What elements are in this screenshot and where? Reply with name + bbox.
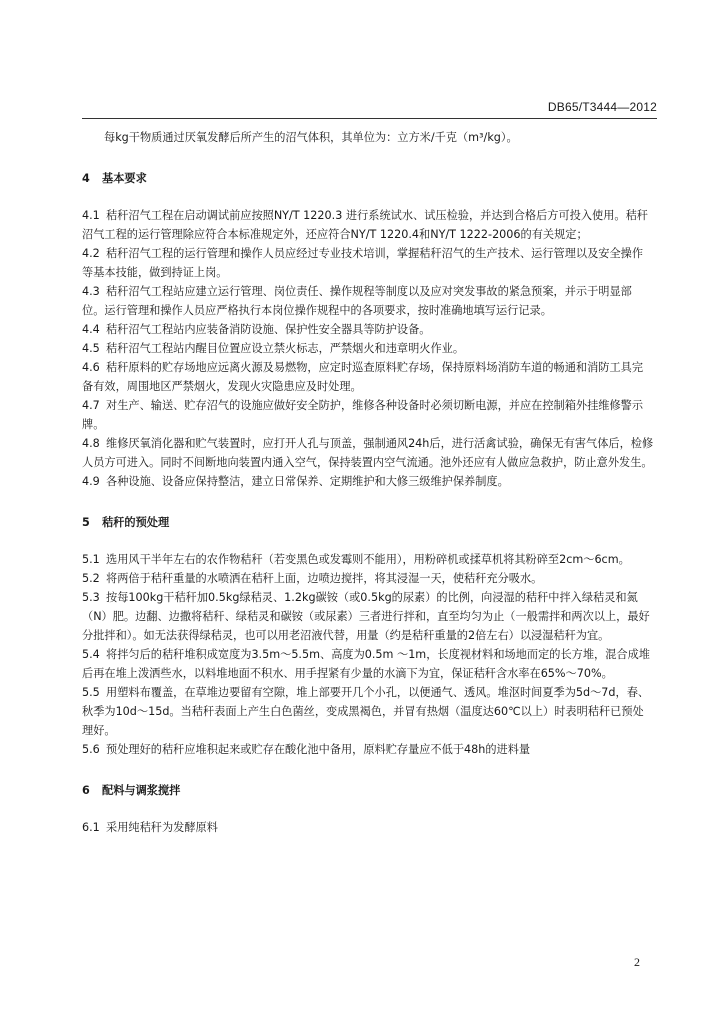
clause-paragraph — [82, 282, 654, 320]
clause-number: 4.5 — [82, 342, 100, 355]
clause-text: 秸秆原料的贮存场地应远离火源及易燃物，应定时巡查原料贮存场，保持原料场消防车道的畅通和消防工具完备有效，周围地区严禁烟火，发现火灾隐患应及时处理。 — [82, 361, 644, 393]
clause-text: 秸秆沼气工程的运行管理和操作人员应经过专业技术培训，掌握秸秆沼气的生产技术、运行管理以及安全操作等基本技能，做到持证上岗。 — [82, 247, 644, 279]
header-rule — [82, 118, 657, 119]
clause-number: 5.6 — [82, 743, 100, 756]
clause-number: 4.6 — [82, 361, 100, 374]
clause-number: 5.2 — [82, 572, 100, 585]
clause-text: 对生产、输送、贮存沼气的设施应做好安全防护，维修各种设备时必须切断电源，并应在控制箱外挂维修警示牌。 — [82, 399, 644, 431]
clause-number: 4.9 — [82, 475, 100, 488]
clause-text: 用塑料布覆盖，在草堆边要留有空隙，堆上部要开几个小孔，以便通气、透风。堆沤时间夏季为5d～7d，春、秋季为10d～15d。当秸秆表面上产生白色菌丝，变成黑褐色，并冒有热烟（温度达60℃以上）时表明秸秆已预处理好。 — [82, 686, 650, 737]
clause-number: 6.1 — [82, 821, 100, 834]
standard-code: DB65/T3444—2012 — [547, 100, 657, 114]
clause-text: 秸秆沼气工程站内醒目位置应设立禁火标志，严禁烟火和违章明火作业。 — [106, 342, 465, 355]
clause-paragraph — [82, 396, 654, 434]
clause-text: 秸秆沼气工程在启动调试前应按照NY/T 1220.3 进行系统试水、试压检验，并达到合格后方可投入使用。秸秆沼气工程的运行管理除应符合本标准规定外，还应符合NY/T 1220.4和NY/T 1222-2006的有关规定； — [82, 209, 648, 241]
clause-paragraph — [82, 818, 654, 837]
clause-paragraph — [82, 550, 654, 569]
clause-paragraph — [82, 320, 654, 339]
clause-number: 4.3 — [82, 285, 100, 298]
clause-text: 选用风干半年左右的农作物秸秆（若变黑色或发霉则不能用），用粉碎机或揉草机将其粉碎至2cm～6cm。 — [106, 553, 630, 566]
clause-number: 5.5 — [82, 686, 100, 699]
clause-text: 各种设施、设备应保持整洁，建立日常保养、定期维护和大修三级维护保养制度。 — [106, 475, 509, 488]
section-number: 4 — [82, 172, 90, 185]
clause-paragraph — [82, 206, 654, 244]
section-number: 6 — [82, 784, 90, 797]
clause-text: 将两倍于秸秆重量的水喷洒在秸秆上面，边喷边搅拌，将其浸湿一天，使秸秆充分吸水。 — [106, 572, 543, 585]
clause-number: 4.2 — [82, 247, 100, 260]
clause-number: 5.4 — [82, 648, 100, 661]
clause-number: 5.1 — [82, 553, 100, 566]
clause-text: 采用纯秸秆为发酵原料 — [106, 821, 218, 834]
clause-text: 预处理好的秸秆应堆积起来或贮存在酸化池中备用，原料贮存量应不低于48h的进料量 — [106, 743, 531, 756]
section-heading — [82, 513, 654, 532]
document-body — [82, 128, 654, 837]
sections-container — [82, 169, 654, 837]
section-heading — [82, 781, 654, 800]
clause-paragraph — [82, 569, 654, 588]
section-title: 基本要求 — [102, 172, 147, 185]
clause-paragraph — [82, 358, 654, 396]
clause-number: 4.8 — [82, 437, 100, 450]
clause-number: 5.3 — [82, 591, 100, 604]
clause-paragraph — [82, 740, 654, 759]
clause-text: 秸秆沼气工程站应建立运行管理、岗位责任、操作规程等制度以及应对突发事故的紧急预案，并示于明显部位。运行管理和操作人员应严格执行本岗位操作规程中的各项要求，按时准确地填写运行记录。 — [82, 285, 632, 317]
clause-paragraph — [82, 683, 654, 740]
clause-paragraph — [82, 244, 654, 282]
section-title: 配料与调浆搅拌 — [102, 784, 181, 797]
page-number: 2 — [634, 955, 640, 969]
section-heading — [82, 169, 654, 188]
clause-text: 秸秆沼气工程站内应装备消防设施、保护性安全器具等防护设备。 — [106, 323, 431, 336]
intro-paragraph: 每kg干物质通过厌氧发酵后所产生的沼气体积，其单位为：立方米/千克（m³/kg）。 — [104, 131, 518, 144]
clause-paragraph — [82, 339, 654, 358]
clause-number: 4.7 — [82, 399, 100, 412]
clause-paragraph — [82, 434, 654, 472]
section-title: 秸秆的预处理 — [102, 516, 170, 529]
clause-text: 按每100kg干秸秆加0.5kg绿秸灵、1.2kg碳铵（或0.5kg的尿素）的比例，向浸湿的秸秆中拌入绿秸灵和氮（N）肥。边翻、边撒将秸秆、绿秸灵和碳铵（或尿素）三者进行拌和，直至均匀为止（一般需拌和两次以上，最好分批拌和）。如无法获得绿秸灵，也可以用老沼液代替，用量（约是秸秆重量的2倍左右）以浸湿秸秆为宜。 — [82, 591, 650, 642]
clause-number: 4.4 — [82, 323, 100, 336]
clause-paragraph — [82, 588, 654, 645]
clause-text: 维修厌氧消化器和贮气装置时，应打开人孔与顶盖，强制通风24h后，进行活禽试验，确保无有害气体后，检修人员方可进入。同时不间断地向装置内通入空气，保持装置内空气流通。池外还应有人做应急救护，防止意外发生。 — [82, 437, 654, 469]
clause-paragraph — [82, 645, 654, 683]
clause-number: 4.1 — [82, 209, 100, 222]
section-number: 5 — [82, 516, 90, 529]
clause-text: 将拌匀后的秸秆堆积成宽度为3.5m～5.5m、高度为0.5m ～1m，长度视材料和场地而定的长方堆，混合成堆后再在堆上泼洒些水，以料堆地面不积水、用手捏紧有少量的水滴下为宜，保证秸秆含水率在65%～70%。 — [82, 648, 650, 680]
clause-paragraph — [82, 472, 654, 491]
